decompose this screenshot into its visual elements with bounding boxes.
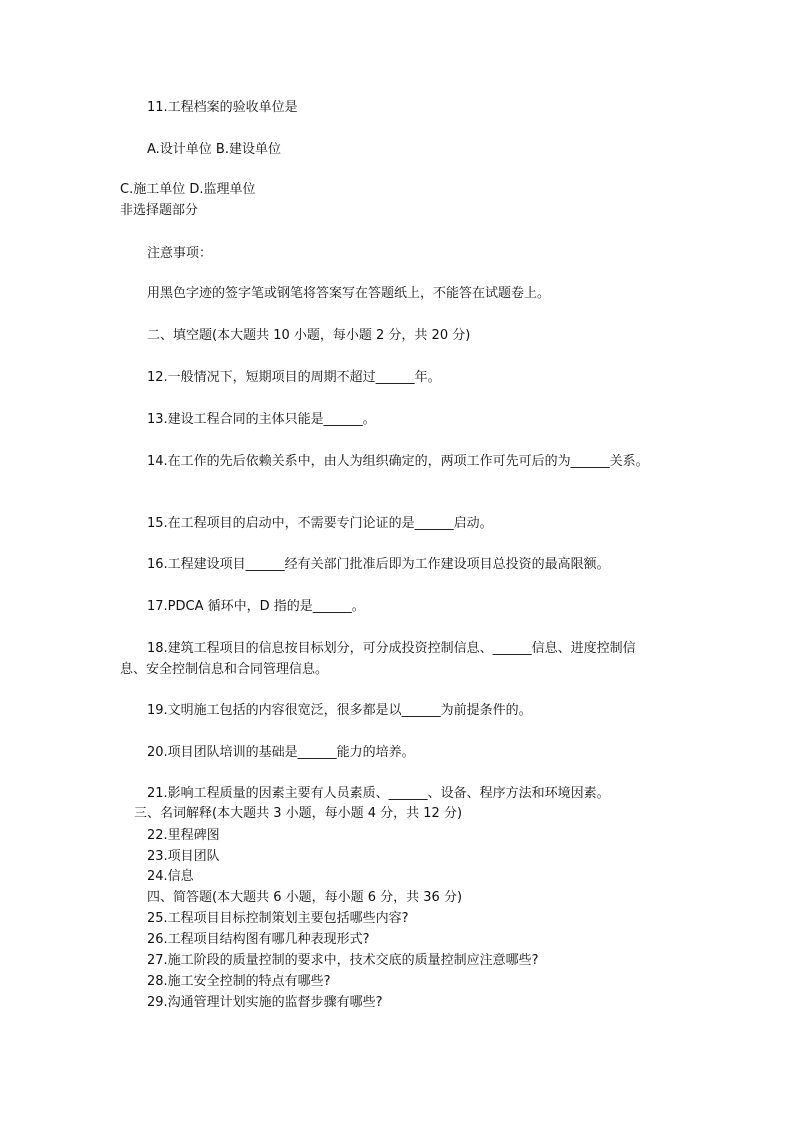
question-20: 20.项目团队培训的基础是______能力的培养。 [147, 745, 415, 760]
section-2-heading: 二、填空题(本大题共 10 小题，每小题 2 分，共 20 分) [147, 328, 471, 343]
question-24: 24.信息 [147, 869, 194, 884]
question-16: 16.工程建设项目______经有关部门批准后即为工作建设项目总投资的最高限额。 [147, 557, 610, 572]
section-3-heading: 三、名词解释(本大题共 3 小题，每小题 4 分，共 12 分) [134, 806, 463, 821]
question-25: 25.工程项目目标控制策划主要包括哪些内容? [147, 911, 409, 926]
question-11-options-ab: A.设计单位 B.建设单位 [147, 142, 281, 157]
question-13: 13.建设工程合同的主体只能是______。 [147, 412, 376, 427]
question-12: 12.一般情况下，短期项目的周期不超过______年。 [147, 370, 441, 385]
question-29: 29.沟通管理计划实施的监督步骤有哪些? [147, 995, 383, 1010]
question-23: 23.项目团队 [147, 849, 220, 864]
question-27: 27.施工阶段的质量控制的要求中，技术交底的质量控制应注意哪些? [147, 953, 539, 968]
section-nonchoice-heading: 非选择题部分 [120, 203, 199, 218]
question-22: 22.里程碑图 [147, 828, 220, 843]
question-11-options-cd: C.施工单位 D.监理单位 [120, 182, 256, 197]
question-28: 28.施工安全控制的特点有哪些? [147, 974, 331, 989]
section-4-heading: 四、简答题(本大题共 6 小题，每小题 6 分，共 36 分) [147, 890, 463, 905]
question-17: 17.PDCA 循环中，D 指的是______。 [147, 599, 365, 614]
question-21: 21.影响工程质量的因素主要有人员素质、______、设备、程序方法和环境因素。 [147, 786, 610, 801]
question-18-line-2: 息、安全控制信息和合同管理信息。 [120, 662, 329, 677]
question-11: 11.工程档案的验收单位是 [147, 100, 298, 115]
question-14: 14.在工作的先后依赖关系中，由人为组织确定的，两项工作可先可后的为______关系。 [147, 454, 649, 469]
question-19: 19.文明施工包括的内容很宽泛，很多都是以______为前提条件的。 [147, 703, 532, 718]
question-26: 26.工程项目结构图有哪几种表现形式? [147, 932, 370, 947]
question-15: 15.在工程项目的启动中，不需要专门论证的是______启动。 [147, 516, 493, 531]
notice-title: 注意事项： [147, 246, 213, 261]
notice-text: 用黑色字迹的签字笔或钢笔将答案写在答题纸上，不能答在试题卷上。 [147, 286, 551, 301]
question-18-line-1: 18.建筑工程项目的信息按目标划分，可分成投资控制信息、______信息、进度控制信 [147, 641, 636, 656]
